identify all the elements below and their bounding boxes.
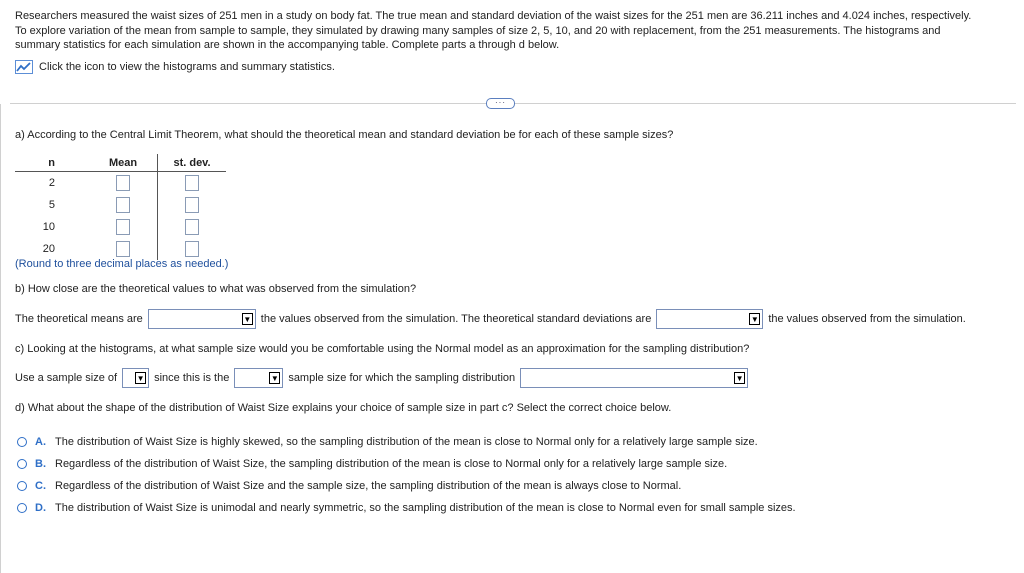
sd-input-n2[interactable] <box>185 175 199 191</box>
means-comparison-dropdown[interactable] <box>148 309 256 329</box>
part-d-question: d) What about the shape of the distribution of Waist Size explains your choice of sample size in part c? Select the correct choice below. <box>15 402 672 414</box>
table-row <box>15 216 226 238</box>
part-c-text-1: Use a sample size of <box>15 372 118 384</box>
part-c-answer-line <box>15 368 748 388</box>
part-c-text-3: sample size for which the sampling distribution <box>288 372 516 384</box>
header-sd: st. dev. <box>158 154 227 172</box>
rounding-hint: (Round to three decimal places as needed.) <box>15 258 229 270</box>
choice-b[interactable] <box>15 458 727 470</box>
view-data-link-text[interactable]: Click the icon to view the histograms and summary statistics. <box>39 61 335 73</box>
left-border <box>0 104 1 573</box>
header-n: n <box>15 154 89 172</box>
sample-size-dropdown[interactable] <box>122 368 149 388</box>
part-a-question: a) According to the Central Limit Theorem, what should the theoretical mean and standard deviation be for each of these sample sizes? <box>15 129 674 141</box>
mean-input-n2[interactable] <box>116 175 130 191</box>
row-n: 20 <box>42 243 55 255</box>
part-b-text-2: the values observed from the simulation. The theoretical standard deviations are <box>260 313 652 325</box>
choice-a[interactable] <box>15 436 758 448</box>
chevron-down-icon: ▼ <box>243 315 252 324</box>
radio-button[interactable] <box>17 437 27 447</box>
intro-line-3: summary statistics for each simulation are shown in the accompanying table. Complete parts a through d below. <box>15 39 560 51</box>
radio-button[interactable] <box>17 459 27 469</box>
row-n: 5 <box>48 199 55 211</box>
choice-text[interactable]: Regardless of the distribution of Waist Size, the sampling distribution of the mean is close to Normal only for a relatively large sample size. <box>55 458 728 470</box>
row-n: 10 <box>42 221 55 233</box>
distribution-shape-dropdown[interactable] <box>520 368 748 388</box>
mean-input-n10[interactable] <box>116 219 130 235</box>
chevron-down-icon: ▼ <box>136 374 145 383</box>
sd-input-n10[interactable] <box>185 219 199 235</box>
intro-line-1: Researchers measured the waist sizes of 251 men in a study on body fat. The true mean and standard deviation of the waist sizes for the 251 men are 36.211 inches and 4.024 inches, respectively. <box>15 10 972 22</box>
part-b-text-3: the values observed from the simulation. <box>768 313 966 325</box>
chevron-down-icon: ▼ <box>270 374 279 383</box>
intro-line-2: To explore variation of the mean from sample to sample, they simulated by drawing many samples of size 2, 5, 10, and 20 with replacement, from the 251 measurements. The histograms and <box>15 24 941 37</box>
part-b-question: b) How close are the theoretical values to what was observed from the simulation? <box>15 283 417 295</box>
part-c-text-2: since this is the <box>154 372 230 384</box>
sd-input-n5[interactable] <box>185 197 199 213</box>
mean-input-n5[interactable] <box>116 197 130 213</box>
table-row <box>15 172 226 195</box>
part-b-text-1: The theoretical means are <box>15 313 143 325</box>
radio-button[interactable] <box>17 503 27 513</box>
sd-input-n20[interactable] <box>185 241 199 257</box>
answer-table <box>15 154 226 260</box>
chevron-down-icon: ▼ <box>735 374 744 383</box>
problem-statement <box>15 9 1015 53</box>
choice-text[interactable]: Regardless of the distribution of Waist Size and the sample size, the sampling distribution of the mean is always close to Normal. <box>55 480 682 492</box>
header-mean: Mean <box>89 154 158 172</box>
choice-text[interactable]: The distribution of Waist Size is highly skewed, so the sampling distribution of the mean is close to Normal only for a relatively large sample size. <box>55 436 758 448</box>
part-c-question: c) Looking at the histograms, at what sample size would you be comfortable using the Normal model as an approximation for the sampling distribution? <box>15 343 750 355</box>
choice-letter: D. <box>35 502 46 514</box>
part-b-answer-line <box>15 309 971 329</box>
radio-button[interactable] <box>17 481 27 491</box>
table-row <box>15 194 226 216</box>
choice-letter: A. <box>35 436 46 448</box>
row-n: 2 <box>48 177 55 189</box>
chart-icon[interactable] <box>15 60 33 74</box>
choice-c[interactable] <box>15 480 681 492</box>
view-data-link[interactable] <box>15 60 335 74</box>
choice-text[interactable]: The distribution of Waist Size is unimodal and nearly symmetric, so the sampling distribution of the mean is close to Normal even for small sample sizes. <box>55 502 796 514</box>
table-row <box>15 238 226 260</box>
size-qualifier-dropdown[interactable] <box>234 368 283 388</box>
mean-input-n20[interactable] <box>116 241 130 257</box>
more-button[interactable]: ··· <box>486 98 515 109</box>
choice-letter: C. <box>35 480 46 492</box>
choice-letter: B. <box>35 458 46 470</box>
choice-d[interactable] <box>15 502 796 514</box>
sd-comparison-dropdown[interactable] <box>656 309 763 329</box>
chevron-down-icon: ▼ <box>750 315 759 324</box>
